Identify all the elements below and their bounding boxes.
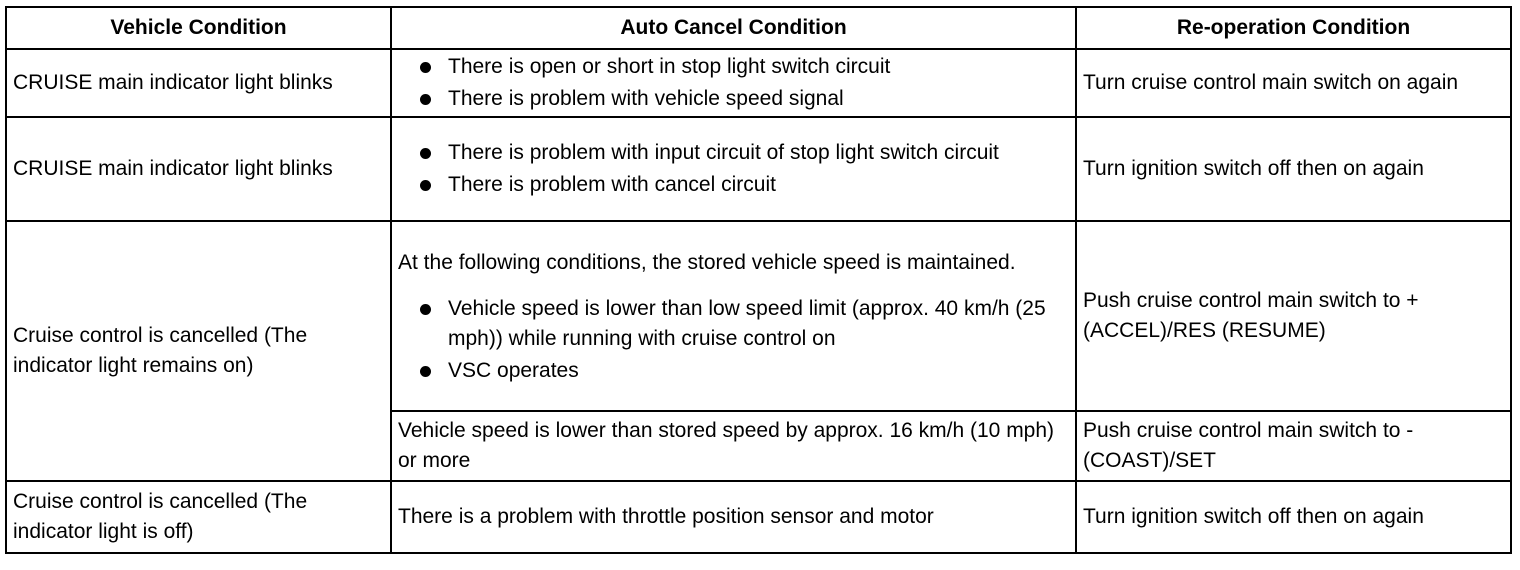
auto-cancel-cell (391, 117, 1076, 221)
vehicle-condition-cell: Cruise control is cancelled (The indicator light is off) (6, 481, 391, 553)
header-reoperation-condition: Re-operation Condition (1076, 7, 1511, 49)
auto-cancel-cell: There is a problem with throttle position sensor and motor (391, 481, 1076, 553)
bullet-list (398, 52, 1069, 114)
auto-cancel-cell: Vehicle speed is lower than stored speed by approx. 16 km/h (10 mph) or more (391, 411, 1076, 481)
list-item-text: There is problem with input circuit of stop light switch circuit (448, 141, 999, 164)
bullet-icon (420, 94, 431, 105)
table-row (6, 221, 1511, 411)
bullet-icon (420, 304, 431, 315)
header-vehicle-condition: Vehicle Condition (6, 7, 391, 49)
table-row (6, 49, 1511, 117)
list-item (398, 52, 1069, 82)
reoperation-cell: Push cruise control main switch to - (COAST)/SET (1076, 411, 1511, 481)
header-row (6, 7, 1511, 49)
bullet-icon (420, 148, 431, 159)
reoperation-cell: Turn ignition switch off then on again (1076, 117, 1511, 221)
bullet-list (398, 294, 1069, 386)
vehicle-condition-cell: CRUISE main indicator light blinks (6, 117, 391, 221)
auto-cancel-cell (391, 221, 1076, 411)
bullet-icon (420, 180, 431, 191)
list-item-text: Vehicle speed is lower than low speed limit (approx. 40 km/h (25 mph)) while running with cruise control on (448, 297, 1046, 350)
reoperation-cell: Turn cruise control main switch on again (1076, 49, 1511, 117)
reoperation-cell: Push cruise control main switch to + (ACCEL)/RES (RESUME) (1076, 221, 1511, 411)
list-item (398, 356, 1069, 386)
auto-cancel-intro: At the following conditions, the stored vehicle speed is maintained. (398, 251, 1016, 274)
list-item (398, 170, 1069, 200)
header-auto-cancel-condition: Auto Cancel Condition (391, 7, 1076, 49)
bullet-list (398, 138, 1069, 200)
list-item-text: There is problem with vehicle speed signal (448, 87, 844, 110)
list-item-text: VSC operates (448, 359, 579, 382)
reoperation-cell: Turn ignition switch off then on again (1076, 481, 1511, 553)
list-item (398, 138, 1069, 168)
bullet-icon (420, 62, 431, 73)
list-item (398, 84, 1069, 114)
table-row (6, 117, 1511, 221)
list-item (398, 294, 1069, 354)
vehicle-condition-cell: CRUISE main indicator light blinks (6, 49, 391, 117)
list-item-text: There is problem with cancel circuit (448, 173, 776, 196)
cruise-cancel-condition-table (5, 6, 1512, 554)
list-item-text: There is open or short in stop light switch circuit (448, 55, 891, 78)
table-row (6, 481, 1511, 553)
bullet-icon (420, 366, 431, 377)
auto-cancel-cell (391, 49, 1076, 117)
vehicle-condition-cell: Cruise control is cancelled (The indicator light remains on) (6, 221, 391, 481)
